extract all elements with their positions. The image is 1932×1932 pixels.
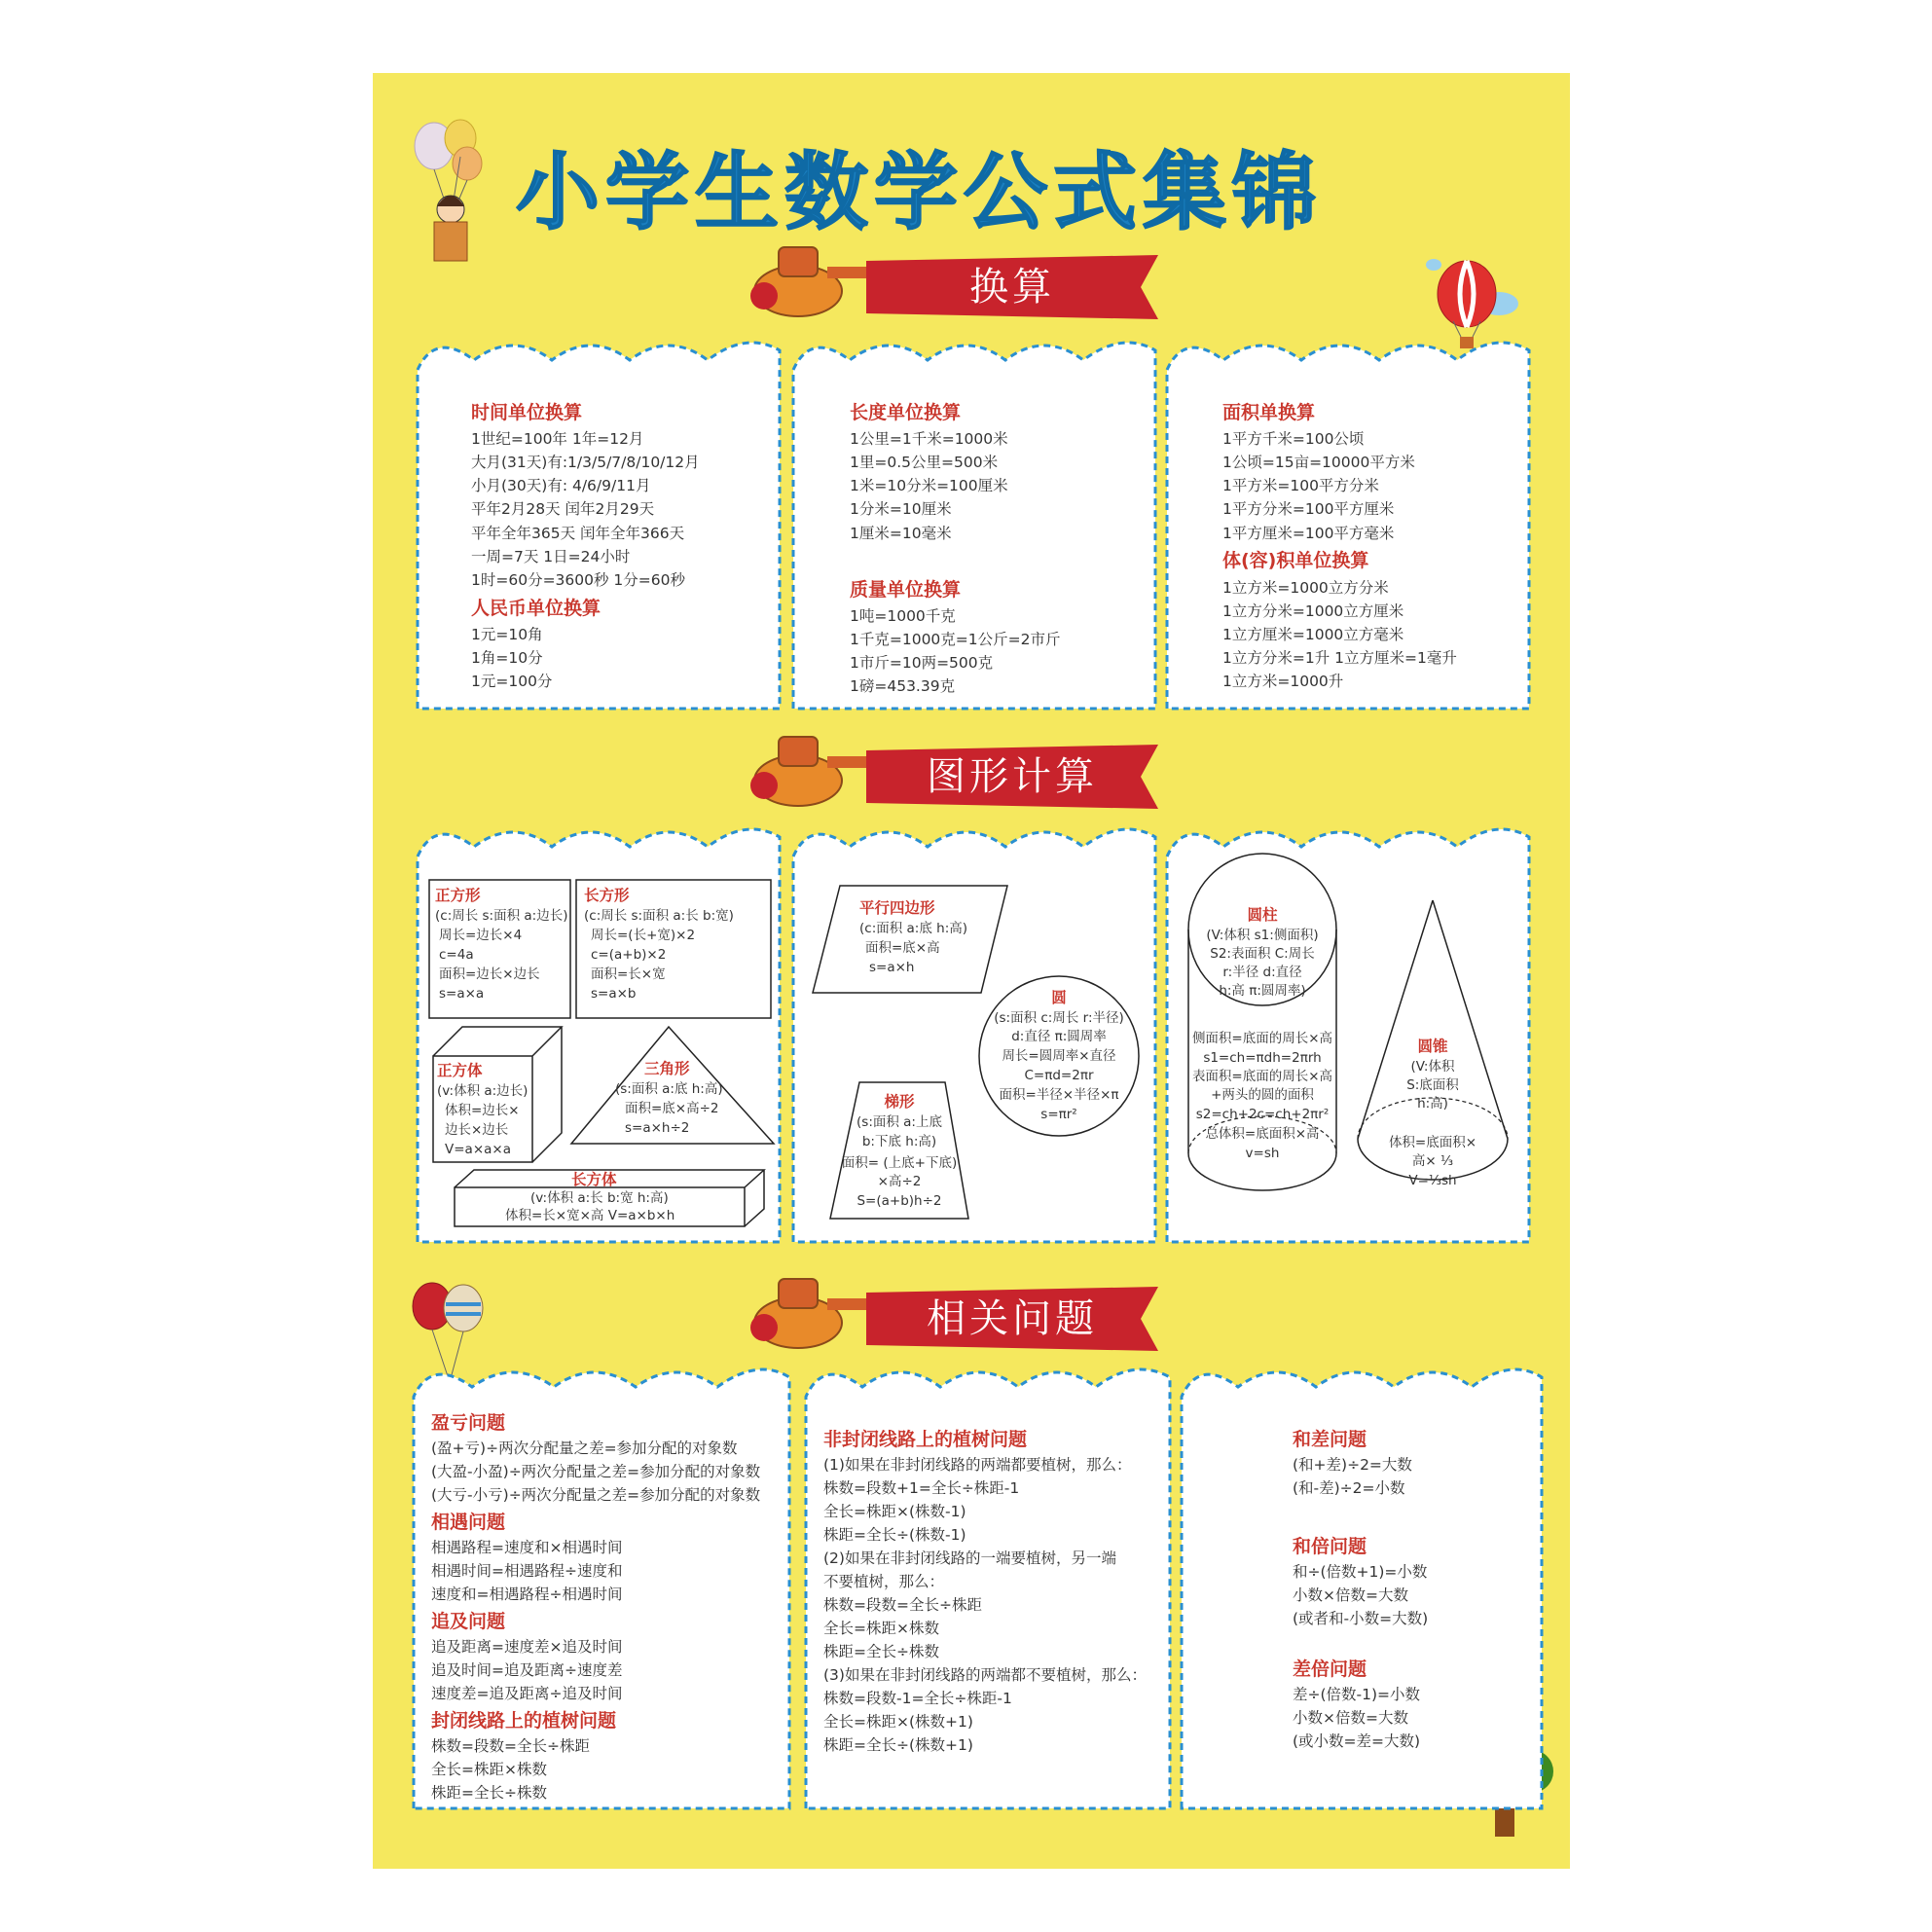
cuboid-title: 长方体 <box>571 1171 617 1188</box>
open-line: 不要植树，那么： <box>823 1573 945 1590</box>
meet-line: 相遇时间=相遇路程÷速度和 <box>431 1562 623 1580</box>
time-line: 小月(30天)有: 4/6/9/11月 <box>471 477 651 494</box>
mass-line: 1吨=1000千克 <box>850 607 956 625</box>
triangle-line: (s:面积 a:底 h:高) <box>615 1081 723 1097</box>
profit-line: (大盈-小盈)÷两次分配量之差=参加分配的对象数 <box>431 1463 761 1480</box>
length-line: 1米=10分米=100厘米 <box>850 477 1008 494</box>
circle-line: 面积=半径×半径×π <box>999 1087 1119 1103</box>
cone-line: (V:体积 <box>1410 1059 1455 1075</box>
volume-line: 1立方厘米=1000立方毫米 <box>1222 626 1404 643</box>
open-line: (3)如果在非封闭线路的两端都不要植树，那么： <box>823 1666 1147 1684</box>
area-line: 1平方千米=100公顷 <box>1222 430 1365 448</box>
triangle-title: 三角形 <box>644 1060 690 1077</box>
heading-summult: 和倍问题 <box>1293 1536 1367 1557</box>
trapezoid-line: ×高÷2 <box>877 1174 922 1189</box>
chase-line: 追及距离=速度差×追及时间 <box>431 1638 623 1656</box>
time-line: 平年全年365天 闰年全年366天 <box>471 525 685 542</box>
cube-line: V=a×a×a <box>445 1142 511 1157</box>
heading-rmb: 人民币单位换算 <box>471 598 601 619</box>
cube-line: 边长×边长 <box>445 1122 509 1138</box>
closed-line: 株距=全长÷株数 <box>431 1784 547 1802</box>
cylinder-line: 总体积=底面积×高 <box>1205 1126 1320 1142</box>
square-line: s=a×a <box>439 986 485 1002</box>
banner-conversion <box>740 255 1187 319</box>
area-line: 1平方分米=100平方厘米 <box>1222 500 1395 518</box>
meet-line: 速度和=相遇路程÷相遇时间 <box>431 1586 623 1603</box>
open-line: (1)如果在非封闭线路的两端都要植树，那么： <box>823 1456 1132 1474</box>
sumdiff-line: (和+差)÷2=大数 <box>1293 1456 1412 1474</box>
square-line: (c:周长 s:面积 a:边长) <box>435 908 568 924</box>
summult-line: (或者和-小数=大数) <box>1293 1610 1429 1627</box>
diffmult-line: 差÷(倍数-1)=小数 <box>1293 1686 1421 1703</box>
square-line: 周长=边长×4 <box>439 928 523 943</box>
circle-line: d:直径 π:圆周率 <box>1011 1029 1107 1044</box>
cylinder-line: v=sh <box>1245 1146 1280 1161</box>
cylinder-title: 圆柱 <box>1247 906 1278 924</box>
cuboid-line: 体积=长×宽×高 V=a×b×h <box>505 1208 675 1223</box>
rectangle-line: 面积=长×宽 <box>591 966 666 982</box>
open-line: (2)如果在非封闭线路的一端要植树，另一端 <box>823 1549 1116 1567</box>
cube-line: 体积=边长× <box>445 1103 520 1118</box>
panel-shapes-middle <box>791 818 1157 1244</box>
meet-line: 相遇路程=速度和×相遇时间 <box>431 1539 623 1556</box>
heading-open: 非封闭线路上的植树问题 <box>823 1429 1028 1450</box>
diffmult-line: (或小数=差=大数) <box>1293 1732 1421 1750</box>
heading-sumdiff: 和差问题 <box>1293 1429 1367 1450</box>
cylinder-line: +两头的圆的面积 <box>1211 1087 1314 1103</box>
circle-line: (s:面积 c:周长 r:半径) <box>994 1010 1124 1026</box>
length-line: 1厘米=10毫米 <box>850 525 952 542</box>
banner-label: 相关问题 <box>927 1296 1098 1341</box>
cube-line: (v:体积 a:边长) <box>437 1083 529 1099</box>
cylinder-line: 表面积=底面的周长×高 <box>1191 1069 1333 1084</box>
parallelogram-line: 面积=底×高 <box>865 940 940 956</box>
open-line: 株数=段数+1=全长÷株距-1 <box>823 1479 1020 1497</box>
time-line: 大月(31天)有:1/3/5/7/8/10/12月 <box>471 454 700 471</box>
cylinder-top-line: S2:表面积 C:周长 <box>1210 946 1315 962</box>
cone-formula: 体积=底面积× <box>1388 1135 1477 1150</box>
trapezoid-line: b:下底 h:高) <box>861 1134 937 1149</box>
heading-profit: 盈亏问题 <box>431 1412 506 1434</box>
profit-line: (大亏-小亏)÷两次分配量之差=参加分配的对象数 <box>431 1486 761 1504</box>
panel-problems-left <box>412 1358 791 1810</box>
circle-title: 圆 <box>1051 989 1067 1006</box>
triangle-line: 面积=底×高÷2 <box>625 1101 719 1116</box>
heading-closed: 封闭线路上的植树问题 <box>431 1710 617 1732</box>
heading-length: 长度单位换算 <box>850 402 962 423</box>
circle-line: 周长=圆周率×直径 <box>1002 1048 1116 1064</box>
triangle-line: s=a×h÷2 <box>625 1120 690 1136</box>
rmb-line: 1元=10角 <box>471 626 543 643</box>
page-title: 小学生数学公式集锦 <box>516 144 1322 241</box>
sumdiff-line: (和-差)÷2=小数 <box>1293 1479 1405 1497</box>
open-line: 全长=株距×(株数-1) <box>823 1503 966 1520</box>
chase-line: 速度差=追及距离÷追及时间 <box>431 1685 623 1702</box>
banner-label: 换算 <box>969 265 1055 310</box>
banner-problems <box>740 1287 1187 1351</box>
cone-formula: V=⅓sh <box>1408 1173 1457 1188</box>
cone-title: 圆锥 <box>1417 1038 1448 1055</box>
chase-line: 追及时间=追及距离÷速度差 <box>431 1661 623 1679</box>
heading-area: 面积单换算 <box>1222 402 1316 423</box>
rectangle-title: 长方形 <box>584 887 630 904</box>
circle-line: s=πr² <box>1040 1107 1077 1122</box>
cylinder-line: 侧面积=底面的周长×高 <box>1191 1031 1333 1046</box>
volume-line: 1立方米=1000立方分米 <box>1222 579 1389 597</box>
area-line: 1平方米=100平方分米 <box>1222 477 1379 494</box>
open-line: 株数=段数=全长÷株距 <box>823 1596 982 1614</box>
open-line: 株距=全长÷(株数+1) <box>823 1736 973 1754</box>
trapezoid-line: (s:面积 a:上底 <box>857 1114 942 1130</box>
diffmult-line: 小数×倍数=大数 <box>1293 1709 1408 1727</box>
panel-shapes-right <box>1165 818 1531 1244</box>
heading-mass: 质量单位换算 <box>850 579 962 601</box>
mass-line: 1磅=453.39克 <box>850 677 956 695</box>
square-line: c=4a <box>439 947 474 963</box>
summult-line: 和÷(倍数+1)=小数 <box>1293 1563 1428 1581</box>
heading-chase: 追及问题 <box>431 1611 506 1632</box>
time-line: 1时=60分=3600秒 1分=60秒 <box>471 571 686 589</box>
cone-line: S:底面积 <box>1406 1077 1459 1093</box>
heading-meet: 相遇问题 <box>431 1512 506 1533</box>
parallelogram-title: 平行四边形 <box>859 899 935 917</box>
airplane-icon <box>740 1269 876 1367</box>
heading-time: 时间单位换算 <box>471 402 583 423</box>
panel-shapes-left <box>416 818 782 1244</box>
panel-problems-right <box>1180 1358 1544 1810</box>
open-line: 全长=株距×株数 <box>823 1620 939 1637</box>
heading-volume: 体(容)积单位换算 <box>1222 550 1369 571</box>
square-line: 面积=边长×边长 <box>439 966 540 982</box>
time-line: 1世纪=100年 1年=12月 <box>471 430 644 448</box>
length-line: 1里=0.5公里=500米 <box>850 454 999 471</box>
circle-line: C=πd=2πr <box>1024 1068 1094 1083</box>
airplane-icon <box>740 727 876 824</box>
volume-line: 1立方分米=1000立方厘米 <box>1222 602 1404 620</box>
closed-line: 全长=株距×株数 <box>431 1761 547 1778</box>
volume-line: 1立方分米=1升 1立方厘米=1毫升 <box>1222 649 1457 667</box>
panel-area-volume <box>1165 331 1531 711</box>
rectangle-line: s=a×b <box>591 986 637 1002</box>
rmb-line: 1角=10分 <box>471 649 543 667</box>
profit-line: (盈+亏)÷两次分配量之差=参加分配的对象数 <box>431 1440 738 1457</box>
rectangle-line: 周长=(长+宽)×2 <box>591 928 696 943</box>
cylinder-line: s2=ch+2c=ch+2πr² <box>1195 1107 1330 1122</box>
mass-line: 1市斤=10两=500克 <box>850 654 994 672</box>
time-line: 一周=7天 1日=24小时 <box>471 548 631 565</box>
trapezoid-line: 面积= (上底+下底) <box>841 1155 958 1171</box>
open-line: 株距=全长÷株数 <box>823 1643 939 1660</box>
square-title: 正方形 <box>435 887 481 904</box>
rectangle-line: c=(a+b)×2 <box>591 947 667 963</box>
area-line: 1公顷=15亩=10000平方米 <box>1222 454 1415 471</box>
airplane-icon <box>740 237 876 335</box>
cylinder-top-line: (V:体积 s1:侧面积) <box>1206 928 1319 943</box>
mass-line: 1千克=1000克=1公斤=2市斤 <box>850 631 1061 648</box>
cube-title: 正方体 <box>437 1062 483 1079</box>
closed-line: 株数=段数=全长÷株距 <box>431 1737 590 1755</box>
parallelogram-line: (c:面积 a:底 h:高) <box>859 921 968 936</box>
banner-geometry <box>740 745 1187 809</box>
cylinder-top-line: h:高 π:圆周率) <box>1219 983 1306 999</box>
panel-length-mass <box>791 331 1157 711</box>
banner-label: 图形计算 <box>927 754 1098 799</box>
trapezoid-line: S=(a+b)h÷2 <box>857 1193 942 1209</box>
rectangle-line: (c:周长 s:面积 a:长 b:宽) <box>584 908 734 924</box>
heading-diffmult: 差倍问题 <box>1293 1659 1367 1680</box>
open-line: 株数=段数-1=全长÷株距-1 <box>823 1690 1012 1707</box>
cylinder-top-line: r:半径 d:直径 <box>1222 965 1302 980</box>
cylinder-line: s1=ch=πdh=2πrh <box>1203 1050 1322 1066</box>
parallelogram-line: s=a×h <box>869 960 915 975</box>
length-line: 1公里=1千米=1000米 <box>850 430 1008 448</box>
cone-formula: 高× ⅓ <box>1411 1153 1454 1169</box>
trapezoid-title: 梯形 <box>884 1093 915 1111</box>
open-line: 全长=株距×(株数+1) <box>823 1713 973 1731</box>
cone-line: h:高) <box>1417 1096 1448 1112</box>
length-line: 1分米=10厘米 <box>850 500 952 518</box>
open-line: 株距=全长÷(株数-1) <box>823 1526 966 1544</box>
area-line: 1平方厘米=100平方毫米 <box>1222 525 1395 542</box>
time-line: 平年2月28天 闰年2月29天 <box>471 500 655 518</box>
cuboid-line: (v:体积 a:长 b:宽 h:高) <box>530 1190 669 1206</box>
panel-problems-middle <box>804 1358 1172 1810</box>
balloon-kid-illustration <box>407 117 494 273</box>
volume-line: 1立方米=1000升 <box>1222 673 1344 690</box>
rmb-line: 1元=100分 <box>471 673 553 690</box>
panel-time-rmb <box>416 331 782 711</box>
summult-line: 小数×倍数=大数 <box>1293 1586 1408 1604</box>
